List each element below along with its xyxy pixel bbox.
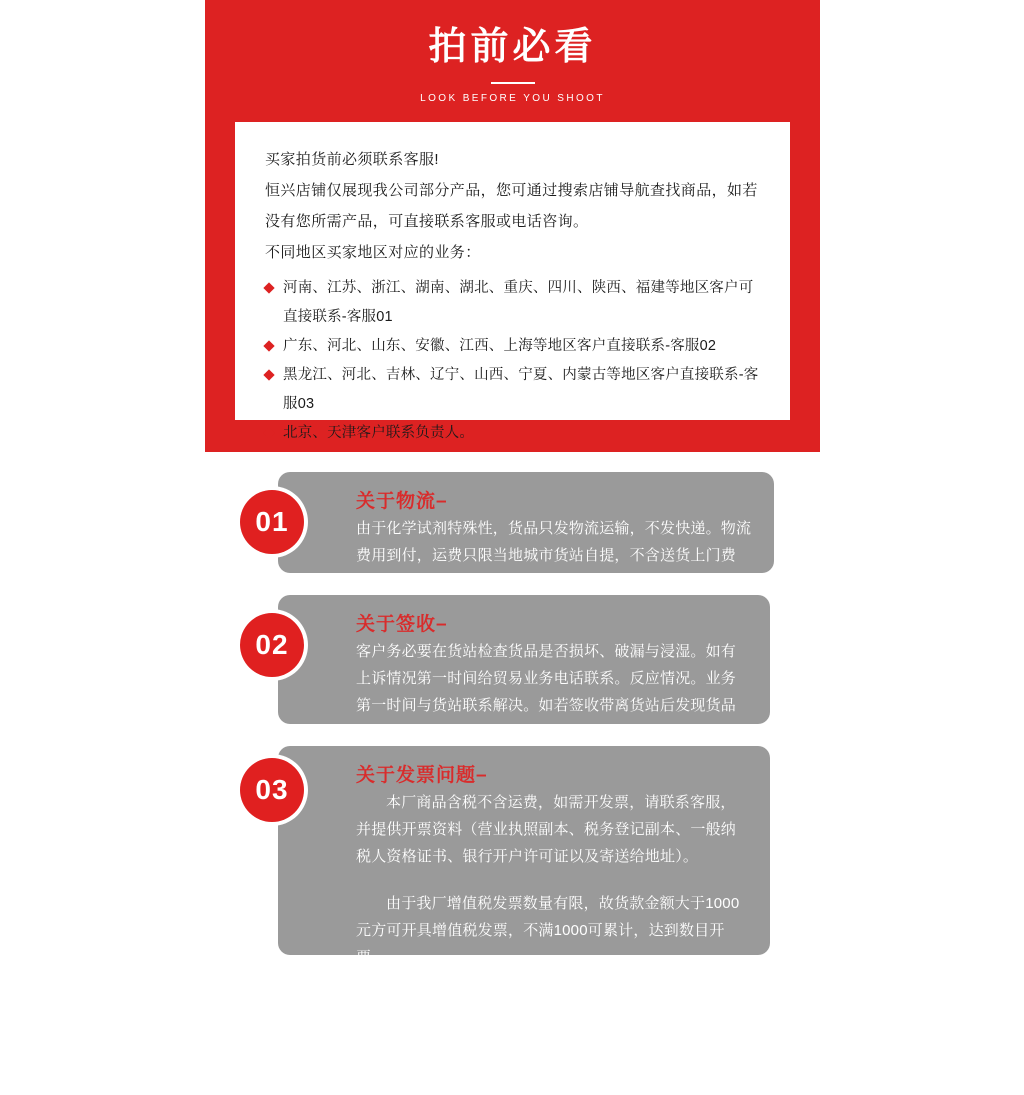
- list-item: [265, 361, 764, 419]
- section-paragraph: [356, 890, 748, 971]
- list-item-label: 河南、江苏、浙江、湖南、湖北、重庆、四川、陕西、福建等地区客户可直接联系-客服01: [283, 280, 754, 325]
- section-heading-dash: –: [476, 765, 487, 786]
- section-heading: [356, 609, 748, 636]
- section-paragraph: 客户务必要在货站检查货品是否损坏、破漏与浸湿。如有上诉情况第一时间给贸易业务电话联系。反应情况。业务第一时间与货站联系解决。如若签收带离货站后发现货品由于物流原因损坏，卖家不负责任。: [356, 643, 737, 741]
- notice-line-3: 不同地区买家地区对应的业务：: [265, 244, 481, 261]
- section-heading-label: 关于签收: [356, 614, 437, 635]
- page-title: 拍前必看: [428, 26, 597, 68]
- section-number-badge: 02: [240, 613, 304, 677]
- notice-line-2: 恒兴店铺仅展现我公司部分产品，您可通过搜索店铺导航查找商品，如若没有您所需产品，可直接联系客服或电话咨询。: [265, 182, 758, 230]
- page-subtitle: LOOK BEFORE YOU SHOOT: [420, 92, 605, 104]
- section-number-badge: 01: [240, 490, 304, 554]
- diamond-bullet-icon: [263, 427, 274, 438]
- list-item-label: 黑龙江、河北、吉林、辽宁、山西、宁夏、内蒙古等地区客户直接联系-客服03: [283, 367, 759, 412]
- header-banner: [205, 0, 820, 452]
- list-item: [265, 419, 764, 448]
- section-paragraph-text: 由于我厂增值税发票数量有限，故货款金额大于1000元方可开具增值税发票，不满1000可累计，达到数目开票。: [356, 895, 740, 966]
- diamond-bullet-icon: [263, 282, 274, 293]
- list-item: [265, 274, 764, 332]
- section-paragraph: [356, 789, 748, 870]
- section-heading-dash: –: [436, 614, 447, 635]
- notice-card: [235, 122, 790, 441]
- title-divider: [491, 82, 535, 84]
- section-paragraph: 说明：本站所有货物均为含税不含运费价格，如需开票请联系客服。: [356, 1030, 737, 1074]
- section-heading: [356, 760, 748, 787]
- section-number-badge: 03: [240, 758, 304, 822]
- section-heading-label: 关于发票问题: [356, 765, 477, 786]
- section-heading-label: 关于物流: [356, 491, 437, 512]
- section-paragraph-text: 本厂商品含税不含运费，如需开发票，请联系客服，并提供开票资料（营业执照副本、税务登记副本、一般纳税人资格证书、银行开户许可证以及寄送给地址）。: [356, 794, 737, 865]
- region-bullet-list: [265, 274, 764, 448]
- list-item: [265, 332, 764, 361]
- section-paragraph: 客服在线时间：周一至周五，8:30~16:45 。客服不在可联系电话：158-2223-3318: [356, 976, 742, 1020]
- diamond-bullet-icon: [263, 340, 274, 351]
- section-receipt: [278, 595, 770, 741]
- section-logistics: [278, 472, 774, 591]
- list-item-label: 北京、天津客户联系负责人。: [283, 425, 475, 441]
- section-heading: [356, 486, 752, 513]
- section-invoice: [278, 746, 770, 1074]
- notice-line-1: 买家拍货前必须联系客服!: [265, 151, 439, 168]
- section-heading-dash: –: [436, 491, 447, 512]
- section-paragraph: 由于化学试剂特殊性，货品只发物流运输，不发快递。物流费用到付，运费只限当地城市货站自提，不含送货上门费用，具体详情请咨询业务。: [356, 520, 752, 591]
- diamond-bullet-icon: [263, 369, 274, 380]
- list-item-label: 广东、河北、山东、安徽、江西、上海等地区客户直接联系-客服02: [283, 338, 717, 354]
